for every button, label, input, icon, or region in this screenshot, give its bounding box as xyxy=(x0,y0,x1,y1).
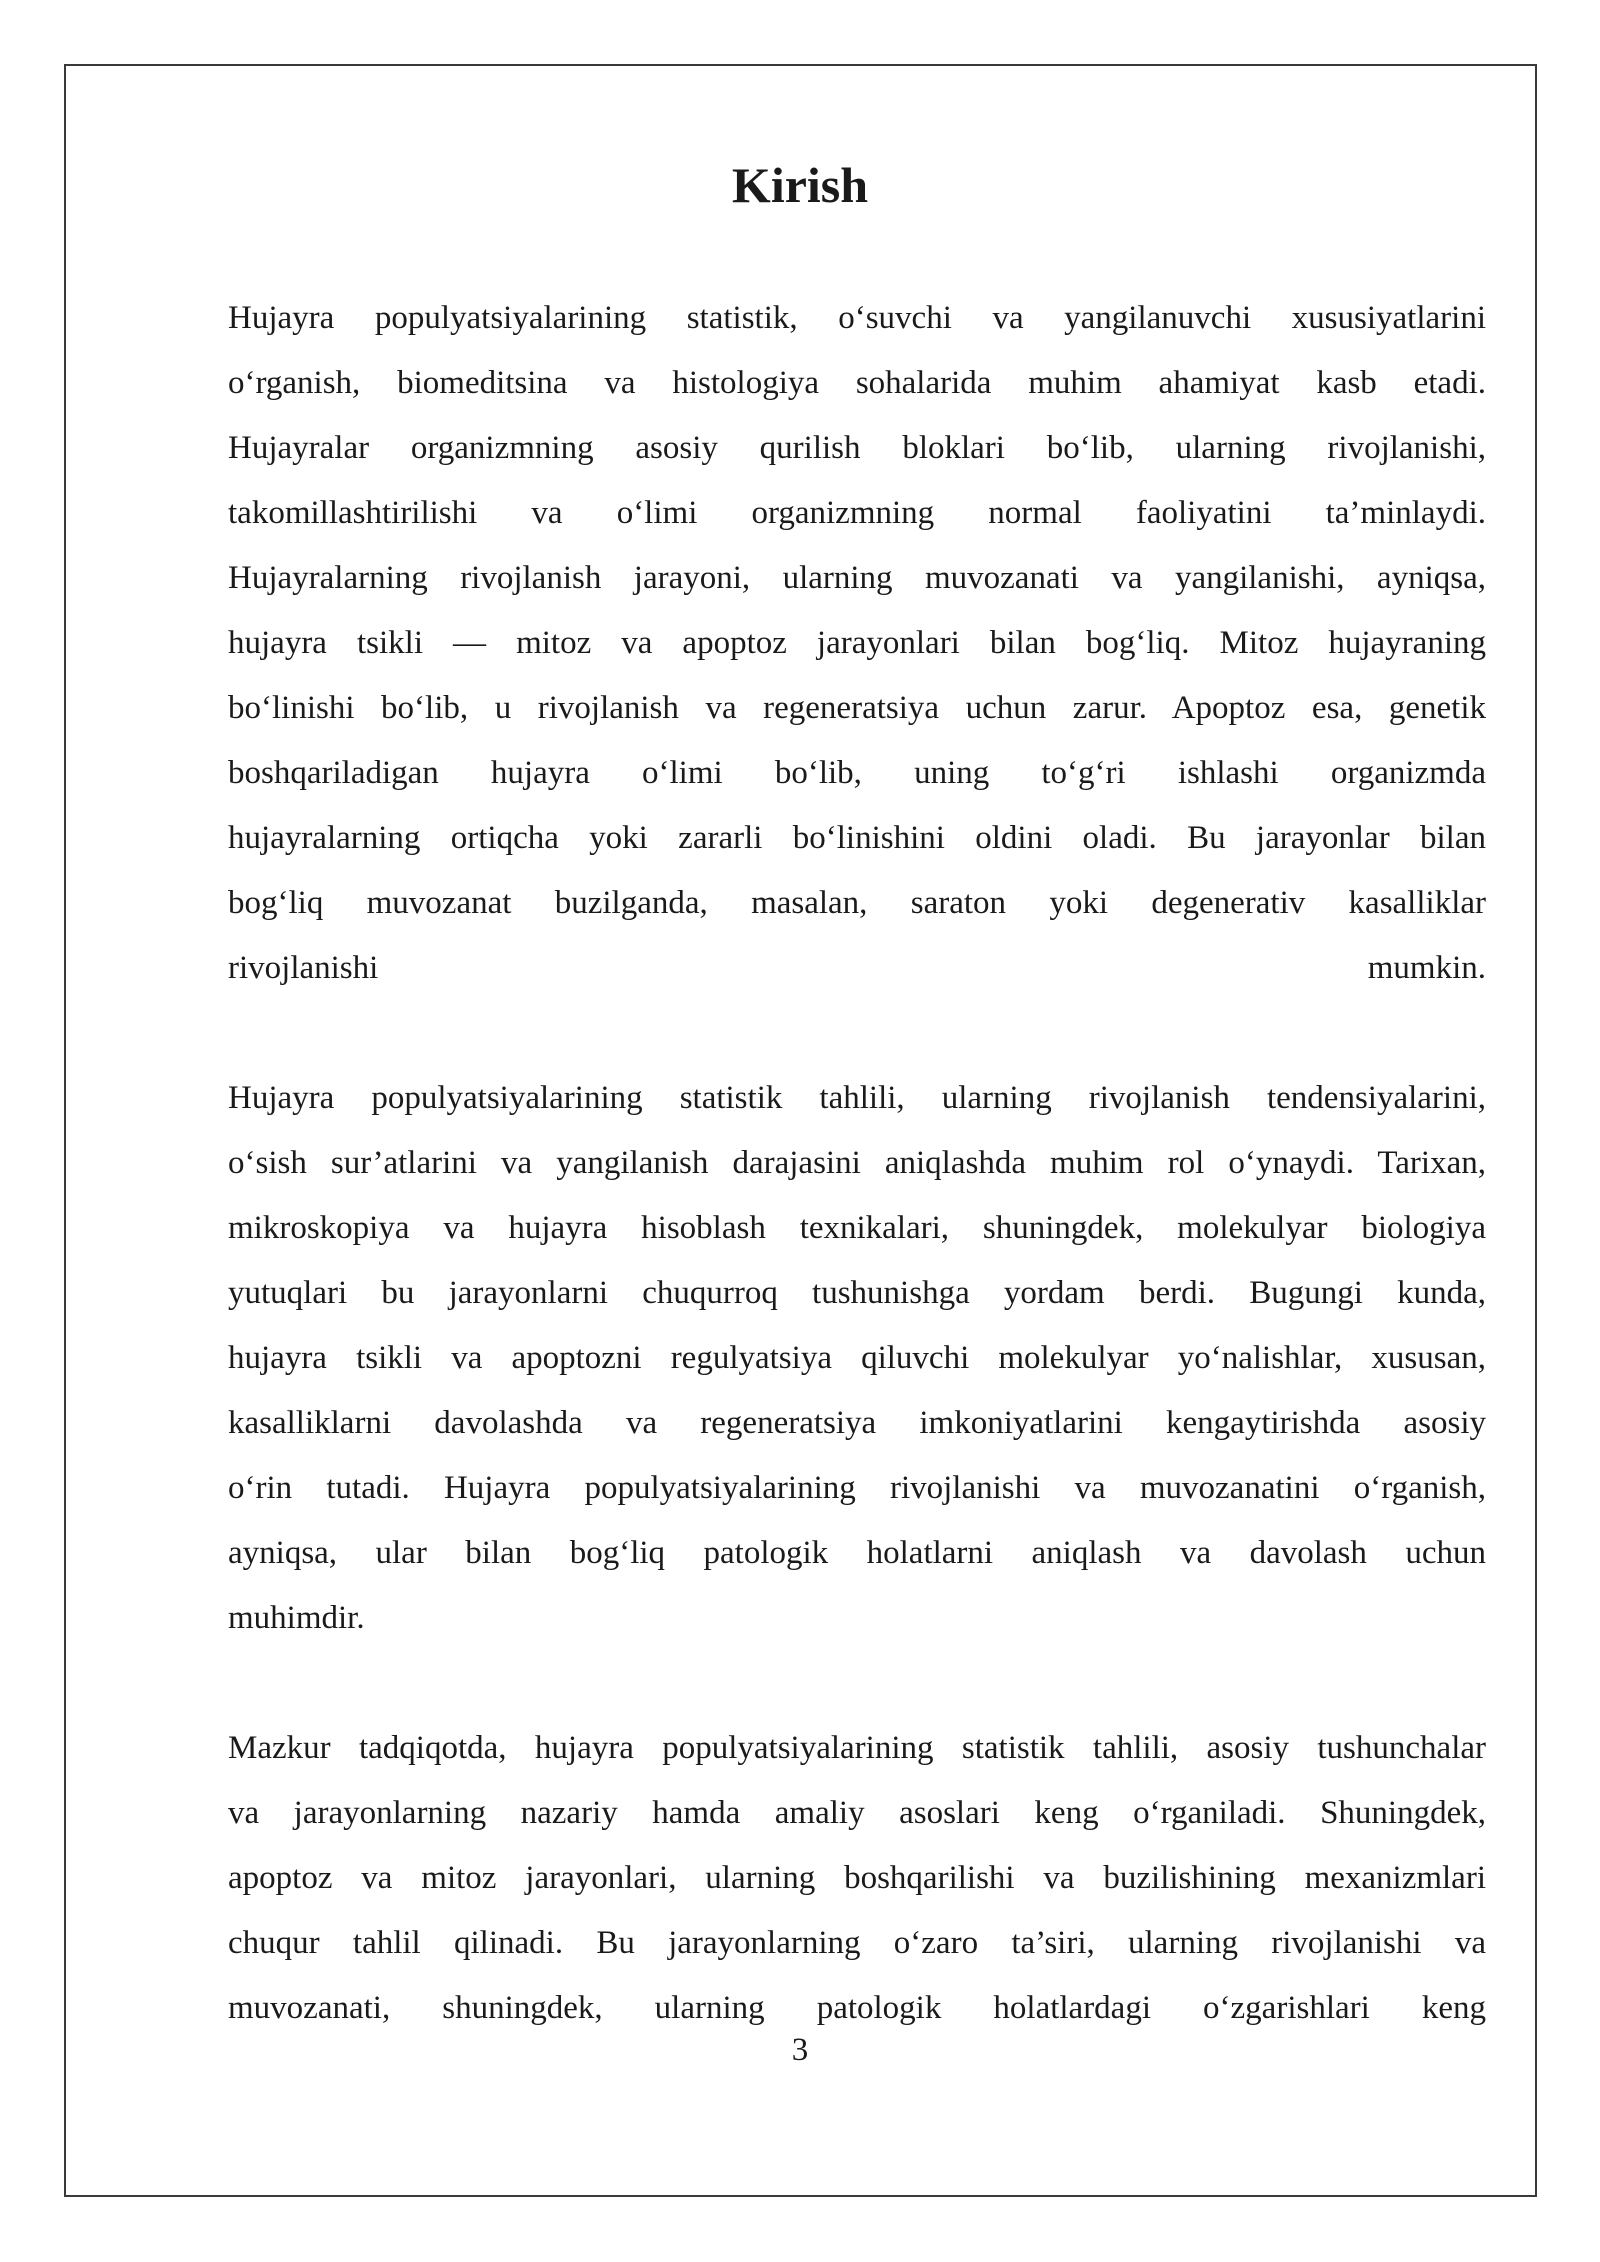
text-line: muhimdir. xyxy=(228,1600,365,1636)
text-line: kasalliklarni davolashda va regeneratsiya imkoniyatlarini kengaytirishda asosiy xyxy=(228,1405,1486,1441)
text-line: hujayra tsikli va apoptozni regulyatsiya qiluvchi molekulyar yo‘nalishlar, xususan, xyxy=(228,1340,1486,1376)
text-line: Mazkur tadqiqotda, hujayra populyatsiyalarining statistik tahlili, asosiy tushunchalar xyxy=(228,1730,1486,1766)
text-line: o‘rganish, biomeditsina va histologiya sohalarida muhim ahamiyat kasb etadi. xyxy=(228,365,1486,401)
paragraph-2 xyxy=(228,1066,1486,1651)
text-line: hujayra tsikli — mitoz va apoptoz jarayonlari bilan bog‘liq. Mitoz hujayraning xyxy=(228,625,1486,661)
text-line: Hujayra populyatsiyalarining statistik tahlili, ularning rivojlanish tendensiyalarini, xyxy=(228,1080,1486,1116)
text-line: o‘rin tutadi. Hujayra populyatsiyalarining rivojlanishi va muvozanatini o‘rganish, xyxy=(228,1470,1486,1506)
text-line: hujayralarning ortiqcha yoki zararli bo‘linishini oldini oladi. Bu jarayonlar bilan xyxy=(228,820,1486,856)
page-title: Kirish xyxy=(731,157,869,213)
text-line: mikroskopiya va hujayra hisoblash texnikalari, shuningdek, molekulyar biologiya xyxy=(228,1210,1486,1246)
text-line: yutuqlari bu jarayonlarni chuqurroq tushunishga yordam berdi. Bugungi kunda, xyxy=(228,1275,1486,1311)
text-line: chuqur tahlil qilinadi. Bu jarayonlarning o‘zaro ta’siri, ularning rivojlanishi va xyxy=(228,1925,1486,1961)
text-line: takomillashtirilishi va o‘limi organizmning normal faoliyatini ta’minlaydi. xyxy=(228,495,1486,531)
text-line: Hujayralar organizmning asosiy qurilish bloklari bo‘lib, ularning rivojlanishi, xyxy=(228,430,1486,466)
text-line: rivojlanishi mumkin. xyxy=(228,950,1486,986)
text-line: muvozanati, shuningdek, ularning patologik holatlardagi o‘zgarishlari keng xyxy=(228,1990,1486,2026)
text-line: Hujayralarning rivojlanish jarayoni, ularning muvozanati va yangilanishi, ayniqsa, xyxy=(228,560,1486,596)
text-line: apoptoz va mitoz jarayonlari, ularning boshqarilishi va buzilishining mexanizmlari xyxy=(228,1860,1486,1896)
text-line: ayniqsa, ular bilan bog‘liq patologik holatlarni aniqlash va davolash uchun xyxy=(228,1535,1486,1571)
paragraph-1 xyxy=(228,286,1486,1001)
text-line: bog‘liq muvozanat buzilganda, masalan, saraton yoki degenerativ kasalliklar xyxy=(228,885,1486,921)
text-line: bo‘linishi bo‘lib, u rivojlanish va regeneratsiya uchun zarur. Apoptoz esa, genetik xyxy=(228,690,1486,726)
text-line: o‘sish sur’atlarini va yangilanish darajasini aniqlashda muhim rol o‘ynaydi. Tarixan, xyxy=(228,1145,1486,1181)
document-body xyxy=(228,286,1486,2041)
text-line: Hujayra populyatsiyalarining statistik, o‘suvchi va yangilanuvchi xususiyatlarini xyxy=(228,300,1486,336)
page-number: 3 xyxy=(791,2032,809,2068)
text-line: va jarayonlarning nazariy hamda amaliy asoslari keng o‘rganiladi. Shuningdek, xyxy=(228,1795,1486,1831)
paragraph-3 xyxy=(228,1716,1486,2041)
text-line: boshqariladigan hujayra o‘limi bo‘lib, uning to‘g‘ri ishlashi organizmda xyxy=(228,755,1486,791)
